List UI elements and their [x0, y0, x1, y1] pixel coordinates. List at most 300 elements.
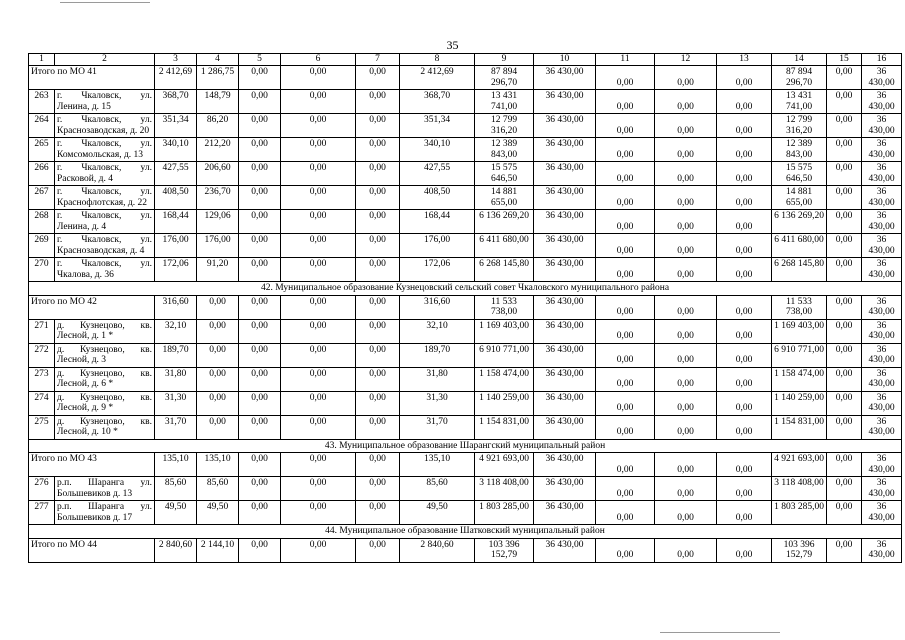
value-cell: 1 140 259,00 [772, 391, 827, 415]
value-cell: 85,60 [400, 477, 475, 501]
table-row [29, 367, 902, 391]
value-cell: 2 840,60 [155, 538, 197, 562]
value-cell: 1 158 474,00 [475, 367, 534, 391]
value-cell: 0,00 [281, 186, 356, 210]
value-cell: 0,00 [281, 234, 356, 258]
column-number: 12 [655, 54, 717, 66]
value-cell: 0,00 [356, 66, 400, 90]
value-cell: 6 268 145,80 [772, 258, 827, 282]
column-number: 1 [29, 54, 55, 66]
value-cell: 36 430,00 [534, 453, 596, 477]
value-cell: 87 894 296,70 [772, 66, 827, 90]
value-cell: 176,00 [400, 234, 475, 258]
value-cell: 103 396 152,79 [772, 538, 827, 562]
value-cell: 1 286,75 [197, 66, 239, 90]
value-cell: 36 430,00 [862, 343, 902, 367]
value-cell: 11 533 738,00 [772, 295, 827, 319]
value-cell: 0,00 [827, 66, 862, 90]
value-cell: 0,00 [356, 367, 400, 391]
address-cell: д. Кузнецово, кв. Лесной, д. 10 * [55, 415, 155, 439]
value-cell: 0,00 [596, 186, 655, 210]
value-cell: 49,50 [155, 501, 197, 525]
value-cell: 129,06 [197, 210, 239, 234]
value-cell: 189,70 [400, 343, 475, 367]
value-cell: 1 140 259,00 [475, 391, 534, 415]
value-cell: 14 881 655,00 [475, 186, 534, 210]
address-cell: г. Чкаловск, ул. Расковой, д. 4 [55, 162, 155, 186]
value-cell: 0,00 [717, 343, 772, 367]
value-cell: 6 411 680,00 [772, 234, 827, 258]
value-cell: 135,10 [155, 453, 197, 477]
value-cell: 0,00 [197, 343, 239, 367]
address-cell: д. Кузнецово, кв. Лесной, д. 9 * [55, 391, 155, 415]
value-cell: 49,50 [197, 501, 239, 525]
value-cell: 6 136 269,20 [475, 210, 534, 234]
value-cell: 0,00 [717, 391, 772, 415]
value-cell: 176,00 [155, 234, 197, 258]
value-cell: 0,00 [239, 319, 281, 343]
row-number: 274 [29, 391, 55, 415]
value-cell: 0,00 [596, 415, 655, 439]
value-cell: 36 430,00 [862, 319, 902, 343]
value-cell: 0,00 [717, 114, 772, 138]
table-row [29, 391, 902, 415]
value-cell: 148,79 [197, 90, 239, 114]
value-cell: 0,00 [827, 477, 862, 501]
row-number: 277 [29, 501, 55, 525]
value-cell: 0,00 [596, 138, 655, 162]
page-number: 35 [446, 38, 459, 52]
value-cell: 0,00 [596, 367, 655, 391]
value-cell: 6 910 771,00 [475, 343, 534, 367]
value-cell: 49,50 [400, 501, 475, 525]
scan-mark [660, 632, 780, 633]
value-cell: 368,70 [155, 90, 197, 114]
value-cell: 172,06 [155, 258, 197, 282]
value-cell: 351,34 [155, 114, 197, 138]
table-row [29, 234, 902, 258]
value-cell: 0,00 [356, 90, 400, 114]
value-cell: 0,00 [356, 415, 400, 439]
value-cell: 0,00 [239, 90, 281, 114]
value-cell: 1 169 403,00 [772, 319, 827, 343]
value-cell: 0,00 [655, 343, 717, 367]
value-cell: 31,70 [400, 415, 475, 439]
value-cell: 0,00 [239, 501, 281, 525]
value-cell: 0,00 [717, 186, 772, 210]
value-cell: 0,00 [596, 234, 655, 258]
value-cell: 0,00 [281, 90, 356, 114]
value-cell: 36 430,00 [534, 501, 596, 525]
value-cell: 6 136 269,20 [772, 210, 827, 234]
value-cell: 0,00 [281, 295, 356, 319]
subtotal-row [29, 453, 902, 477]
value-cell: 0,00 [717, 258, 772, 282]
value-cell: 0,00 [717, 367, 772, 391]
value-cell: 36 430,00 [534, 138, 596, 162]
value-cell: 0,00 [596, 90, 655, 114]
value-cell: 0,00 [356, 234, 400, 258]
value-cell: 0,00 [827, 258, 862, 282]
value-cell: 427,55 [155, 162, 197, 186]
value-cell: 12 799 316,20 [772, 114, 827, 138]
value-cell: 15 575 646,50 [475, 162, 534, 186]
value-cell: 36 430,00 [862, 114, 902, 138]
value-cell: 0,00 [717, 138, 772, 162]
value-cell: 0,00 [197, 415, 239, 439]
value-cell: 0,00 [281, 66, 356, 90]
value-cell: 0,00 [827, 453, 862, 477]
value-cell: 0,00 [356, 162, 400, 186]
value-cell: 236,70 [197, 186, 239, 210]
value-cell: 1 158 474,00 [772, 367, 827, 391]
value-cell: 0,00 [717, 162, 772, 186]
value-cell: 14 881 655,00 [772, 186, 827, 210]
value-cell: 168,44 [400, 210, 475, 234]
column-number: 9 [475, 54, 534, 66]
column-number: 10 [534, 54, 596, 66]
value-cell: 0,00 [655, 538, 717, 562]
row-number: 265 [29, 138, 55, 162]
value-cell: 408,50 [400, 186, 475, 210]
value-cell: 0,00 [596, 538, 655, 562]
value-cell: 0,00 [281, 538, 356, 562]
section-heading: 44. Муниципальное образование Шатковский муниципальный район [29, 525, 902, 539]
address-cell: р.п. Шаранга ул. Большевиков д. 17 [55, 501, 155, 525]
value-cell: 36 430,00 [862, 477, 902, 501]
value-cell: 0,00 [596, 295, 655, 319]
value-cell: 0,00 [239, 114, 281, 138]
value-cell: 36 430,00 [534, 319, 596, 343]
value-cell: 0,00 [356, 114, 400, 138]
column-number: 6 [281, 54, 356, 66]
value-cell: 36 430,00 [534, 90, 596, 114]
column-number: 2 [55, 54, 155, 66]
table-row [29, 319, 902, 343]
value-cell: 0,00 [655, 319, 717, 343]
value-cell: 0,00 [655, 186, 717, 210]
value-cell: 0,00 [717, 210, 772, 234]
value-cell: 12 389 843,00 [475, 138, 534, 162]
value-cell: 0,00 [827, 501, 862, 525]
subtotal-row [29, 295, 902, 319]
value-cell: 0,00 [717, 90, 772, 114]
value-cell: 0,00 [281, 138, 356, 162]
value-cell: 31,70 [155, 415, 197, 439]
value-cell: 0,00 [717, 477, 772, 501]
value-cell: 368,70 [400, 90, 475, 114]
value-cell: 0,00 [655, 391, 717, 415]
value-cell: 0,00 [827, 367, 862, 391]
value-cell: 0,00 [239, 415, 281, 439]
value-cell: 36 430,00 [862, 210, 902, 234]
value-cell: 0,00 [827, 210, 862, 234]
value-cell: 0,00 [356, 391, 400, 415]
section-heading: 42. Муниципальное образование Кузнецовский сельский совет Чкаловского муниципального района [29, 282, 902, 296]
value-cell: 172,06 [400, 258, 475, 282]
value-cell: 0,00 [827, 162, 862, 186]
table-row [29, 501, 902, 525]
table-row [29, 343, 902, 367]
value-cell: 0,00 [281, 391, 356, 415]
value-cell: 1 803 285,00 [475, 501, 534, 525]
subtotal-label: Итого по МО 41 [29, 66, 155, 90]
value-cell: 0,00 [281, 477, 356, 501]
value-cell: 0,00 [717, 415, 772, 439]
value-cell: 11 533 738,00 [475, 295, 534, 319]
value-cell: 0,00 [596, 477, 655, 501]
value-cell: 0,00 [596, 162, 655, 186]
value-cell: 0,00 [655, 258, 717, 282]
value-cell: 91,20 [197, 258, 239, 282]
value-cell: 0,00 [239, 234, 281, 258]
value-cell: 0,00 [717, 234, 772, 258]
value-cell: 0,00 [827, 295, 862, 319]
value-cell: 36 430,00 [534, 295, 596, 319]
address-cell: д. Кузнецово, кв. Лесной, д. 3 [55, 343, 155, 367]
value-cell: 0,00 [827, 343, 862, 367]
column-number: 14 [772, 54, 827, 66]
address-cell: д. Кузнецово, кв. Лесной, д. 1 * [55, 319, 155, 343]
value-cell: 6 411 680,00 [475, 234, 534, 258]
address-cell: г. Чкаловск, ул. Ленина, д. 15 [55, 90, 155, 114]
value-cell: 0,00 [281, 343, 356, 367]
value-cell: 36 430,00 [862, 501, 902, 525]
value-cell: 36 430,00 [862, 138, 902, 162]
value-cell: 0,00 [239, 162, 281, 186]
value-cell: 0,00 [596, 210, 655, 234]
value-cell: 0,00 [655, 234, 717, 258]
value-cell: 189,70 [155, 343, 197, 367]
column-number: 15 [827, 54, 862, 66]
value-cell: 12 389 843,00 [772, 138, 827, 162]
section-heading-row [29, 282, 902, 296]
value-cell: 0,00 [717, 501, 772, 525]
row-number: 264 [29, 114, 55, 138]
value-cell: 0,00 [281, 367, 356, 391]
row-number: 276 [29, 477, 55, 501]
column-number-row [29, 54, 902, 66]
value-cell: 3 118 408,00 [772, 477, 827, 501]
subtotal-row [29, 538, 902, 562]
value-cell: 0,00 [281, 114, 356, 138]
value-cell: 0,00 [655, 295, 717, 319]
value-cell: 31,30 [155, 391, 197, 415]
value-cell: 0,00 [596, 114, 655, 138]
section-heading: 43. Муниципальное образование Шарангский муниципальный район [29, 439, 902, 453]
value-cell: 0,00 [655, 477, 717, 501]
value-cell: 0,00 [827, 90, 862, 114]
value-cell: 0,00 [655, 90, 717, 114]
value-cell: 0,00 [655, 415, 717, 439]
value-cell: 36 430,00 [534, 391, 596, 415]
value-cell: 0,00 [281, 453, 356, 477]
value-cell: 36 430,00 [862, 415, 902, 439]
value-cell: 427,55 [400, 162, 475, 186]
value-cell: 87 894 296,70 [475, 66, 534, 90]
address-cell: г. Чкаловск, ул. Краснофлотская, д. 22 [55, 186, 155, 210]
value-cell: 0,00 [281, 319, 356, 343]
value-cell: 212,20 [197, 138, 239, 162]
value-cell: 36 430,00 [862, 367, 902, 391]
value-cell: 0,00 [827, 391, 862, 415]
value-cell: 316,60 [155, 295, 197, 319]
value-cell: 36 430,00 [534, 210, 596, 234]
value-cell: 0,00 [356, 295, 400, 319]
address-cell: г. Чкаловск, ул. Комсомольская, д. 13 [55, 138, 155, 162]
value-cell: 2 412,69 [155, 66, 197, 90]
value-cell: 0,00 [596, 391, 655, 415]
value-cell: 36 430,00 [534, 258, 596, 282]
value-cell: 36 430,00 [862, 66, 902, 90]
value-cell: 0,00 [281, 162, 356, 186]
value-cell: 36 430,00 [534, 367, 596, 391]
value-cell: 36 430,00 [534, 162, 596, 186]
value-cell: 0,00 [239, 367, 281, 391]
value-cell: 0,00 [655, 114, 717, 138]
row-number: 267 [29, 186, 55, 210]
address-cell: г. Чкаловск, ул. Краснозаводская, д. 4 [55, 234, 155, 258]
table-row [29, 138, 902, 162]
row-number: 273 [29, 367, 55, 391]
value-cell: 0,00 [717, 538, 772, 562]
value-cell: 0,00 [239, 391, 281, 415]
value-cell: 0,00 [827, 186, 862, 210]
value-cell: 0,00 [281, 210, 356, 234]
table-row [29, 90, 902, 114]
column-number: 16 [862, 54, 902, 66]
value-cell: 36 430,00 [862, 186, 902, 210]
value-cell: 36 430,00 [862, 234, 902, 258]
value-cell: 36 430,00 [534, 415, 596, 439]
value-cell: 0,00 [197, 295, 239, 319]
column-number: 3 [155, 54, 197, 66]
value-cell: 13 431 741,00 [772, 90, 827, 114]
value-cell: 0,00 [356, 501, 400, 525]
value-cell: 0,00 [239, 295, 281, 319]
scan-mark [60, 2, 150, 3]
value-cell: 0,00 [827, 234, 862, 258]
value-cell: 36 430,00 [862, 538, 902, 562]
row-number: 263 [29, 90, 55, 114]
value-cell: 31,80 [400, 367, 475, 391]
value-cell: 0,00 [239, 258, 281, 282]
value-cell: 0,00 [717, 453, 772, 477]
value-cell: 0,00 [239, 477, 281, 501]
value-cell: 0,00 [655, 210, 717, 234]
subtotal-label: Итого по МО 43 [29, 453, 155, 477]
value-cell: 1 803 285,00 [772, 501, 827, 525]
value-cell: 168,44 [155, 210, 197, 234]
value-cell: 0,00 [827, 415, 862, 439]
value-cell: 85,60 [155, 477, 197, 501]
address-cell: г. Чкаловск, ул. Ленина, д. 4 [55, 210, 155, 234]
value-cell: 0,00 [655, 453, 717, 477]
row-number: 271 [29, 319, 55, 343]
value-cell: 31,30 [400, 391, 475, 415]
value-cell: 36 430,00 [862, 162, 902, 186]
row-number: 268 [29, 210, 55, 234]
address-cell: д. Кузнецово, кв. Лесной, д. 6 * [55, 367, 155, 391]
value-cell: 0,00 [281, 258, 356, 282]
value-cell: 0,00 [717, 295, 772, 319]
value-cell: 1 169 403,00 [475, 319, 534, 343]
value-cell: 36 430,00 [534, 186, 596, 210]
value-cell: 0,00 [827, 319, 862, 343]
value-cell: 4 921 693,00 [772, 453, 827, 477]
row-number: 275 [29, 415, 55, 439]
value-cell: 103 396 152,79 [475, 538, 534, 562]
section-heading-row [29, 439, 902, 453]
value-cell: 0,00 [655, 367, 717, 391]
column-number: 11 [596, 54, 655, 66]
value-cell: 6 268 145,80 [475, 258, 534, 282]
value-cell: 36 430,00 [534, 114, 596, 138]
value-cell: 36 430,00 [862, 391, 902, 415]
value-cell: 36 430,00 [534, 343, 596, 367]
value-cell: 176,00 [197, 234, 239, 258]
value-cell: 31,80 [155, 367, 197, 391]
row-number: 272 [29, 343, 55, 367]
value-cell: 36 430,00 [534, 538, 596, 562]
value-cell: 2 412,69 [400, 66, 475, 90]
column-number: 4 [197, 54, 239, 66]
value-cell: 0,00 [356, 319, 400, 343]
value-cell: 0,00 [827, 114, 862, 138]
value-cell: 0,00 [197, 367, 239, 391]
value-cell: 0,00 [239, 138, 281, 162]
value-cell: 3 118 408,00 [475, 477, 534, 501]
value-cell: 0,00 [239, 343, 281, 367]
row-number: 266 [29, 162, 55, 186]
table-row [29, 114, 902, 138]
value-cell: 0,00 [356, 343, 400, 367]
value-cell: 36 430,00 [862, 295, 902, 319]
value-cell: 36 430,00 [862, 90, 902, 114]
table-row [29, 477, 902, 501]
value-cell: 0,00 [356, 138, 400, 162]
value-cell: 0,00 [655, 66, 717, 90]
value-cell: 0,00 [239, 186, 281, 210]
value-cell: 4 921 693,00 [475, 453, 534, 477]
value-cell: 0,00 [717, 319, 772, 343]
table-row [29, 210, 902, 234]
value-cell: 0,00 [356, 538, 400, 562]
value-cell: 2 144,10 [197, 538, 239, 562]
value-cell: 0,00 [197, 319, 239, 343]
value-cell: 0,00 [356, 477, 400, 501]
row-number: 269 [29, 234, 55, 258]
value-cell: 316,60 [400, 295, 475, 319]
address-cell: р.п. Шаранга ул. Большевиков д. 13 [55, 477, 155, 501]
value-cell: 0,00 [827, 138, 862, 162]
value-cell: 36 430,00 [862, 258, 902, 282]
value-cell: 32,10 [400, 319, 475, 343]
value-cell: 351,34 [400, 114, 475, 138]
value-cell: 0,00 [356, 258, 400, 282]
column-number: 13 [717, 54, 772, 66]
value-cell: 2 840,60 [400, 538, 475, 562]
value-cell: 0,00 [596, 501, 655, 525]
value-cell: 15 575 646,50 [772, 162, 827, 186]
housing-register-table [28, 53, 902, 563]
value-cell: 36 430,00 [534, 477, 596, 501]
value-cell: 340,10 [155, 138, 197, 162]
value-cell: 0,00 [717, 66, 772, 90]
value-cell: 0,00 [197, 391, 239, 415]
value-cell: 12 799 316,20 [475, 114, 534, 138]
address-cell: г. Чкаловск, ул. Чкалова, д. 36 [55, 258, 155, 282]
